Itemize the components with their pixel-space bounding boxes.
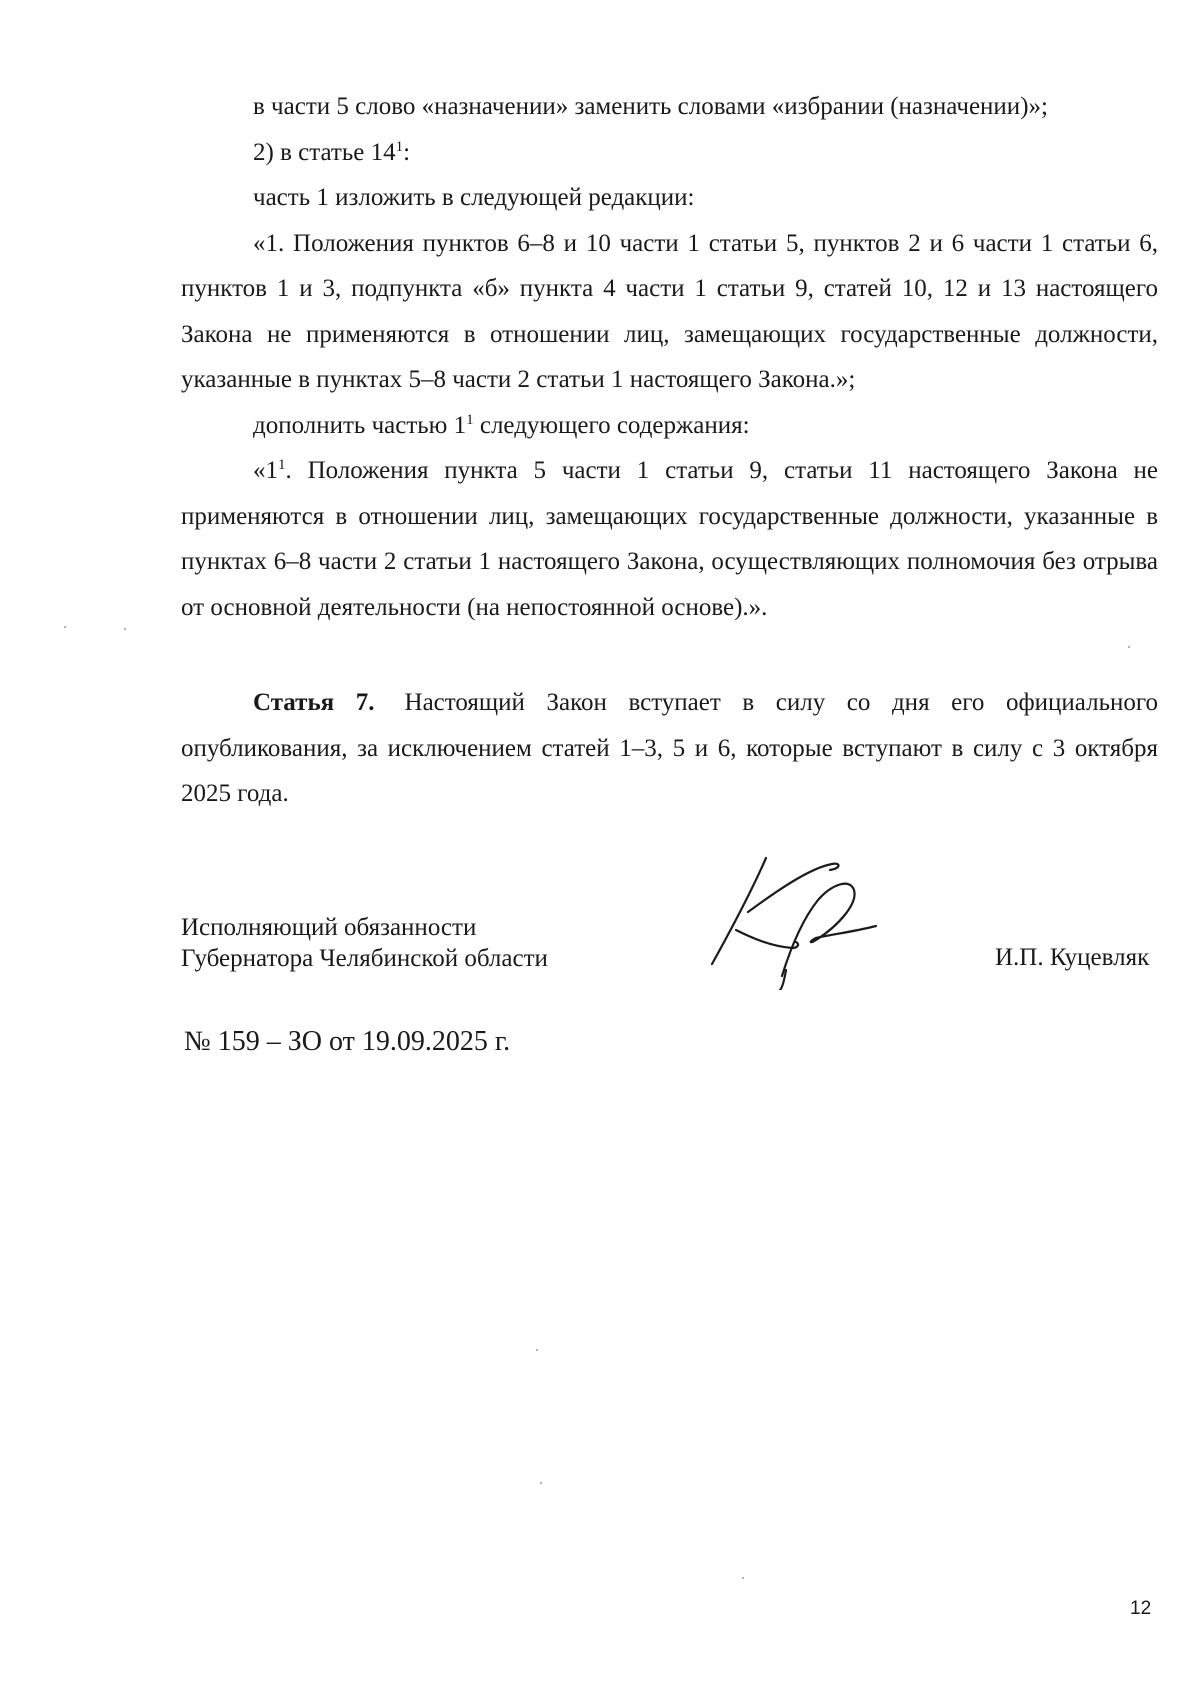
scan-speck (742, 1577, 744, 1579)
page-number: 12 (1130, 1598, 1152, 1619)
superscript: 1 (466, 411, 474, 428)
article-7 (181, 680, 1158, 817)
superscript: 1 (278, 457, 286, 473)
scan-speck (536, 1349, 538, 1351)
signer-title (181, 912, 548, 974)
paragraph-article-14-1 (181, 130, 1158, 176)
text-segment: дополнить частью 1 (253, 411, 467, 439)
text-segment: «1 (253, 457, 278, 484)
paragraph-part1-1-text (181, 448, 1158, 630)
text-segment: . Положения пункта 5 части 1 статьи 9, статьи 11 настоящего Закона не применяются в отношении лиц, замещающих государственные должности, указанные в пунктах 6–8 части 2 статьи 1 настоящего Закона, осуществляющих полномочия без отрыва от основной деятельности (на непостоянной основе).». (181, 457, 1158, 621)
paragraph-part1-text: «1. Положения пунктов 6–8 и 10 части 1 статьи 5, пунктов 2 и 6 части 1 статьи 6, пунктов 1 и 3, подпункта «б» пункта 4 части 1 статьи 9, статей 10, 12 и 13 настоящего Закона не применяются в отношении лиц, замещающих государственные должности, указанные в пунктах 5–8 части 2 статьи 1 настоящего Закона.»; (181, 229, 1158, 393)
signer-name: И.П. Куцевляк (995, 944, 1150, 971)
amendment-text (181, 84, 1158, 630)
paragraph-part5-replacement: в части 5 слово «назначении» заменить словами «избрании (назначении)»; (253, 93, 1048, 120)
signer-title-line-2: Губернатора Челябинской области (181, 945, 548, 972)
text-segment: : (403, 138, 411, 166)
article-label: Статья 7. (253, 689, 375, 716)
scan-speck (124, 628, 126, 630)
superscript: 1 (395, 138, 404, 155)
scan-speck (64, 626, 66, 628)
article-text: Настоящий Закон вступает в силу со дня его официального опубликования, за исключением статей 1–3, 5 и 6, которые вступают в силу с 3 октября 2025 года. (181, 689, 1158, 807)
text-segment: 2) в статье 14 (253, 138, 396, 166)
scan-speck (1128, 646, 1130, 648)
signer-title-line-1: Исполняющий обязанности (181, 914, 477, 941)
paragraph-part1-1-intro (181, 403, 1158, 449)
law-number: № 159 – ЗО от 19.09.2025 г. (184, 1026, 511, 1057)
text-segment: следующего содержания: (473, 411, 750, 439)
handwritten-signature (700, 850, 910, 990)
paragraph-part1-intro: часть 1 изложить в следующей редакции: (253, 184, 695, 211)
scan-speck (540, 1482, 542, 1484)
